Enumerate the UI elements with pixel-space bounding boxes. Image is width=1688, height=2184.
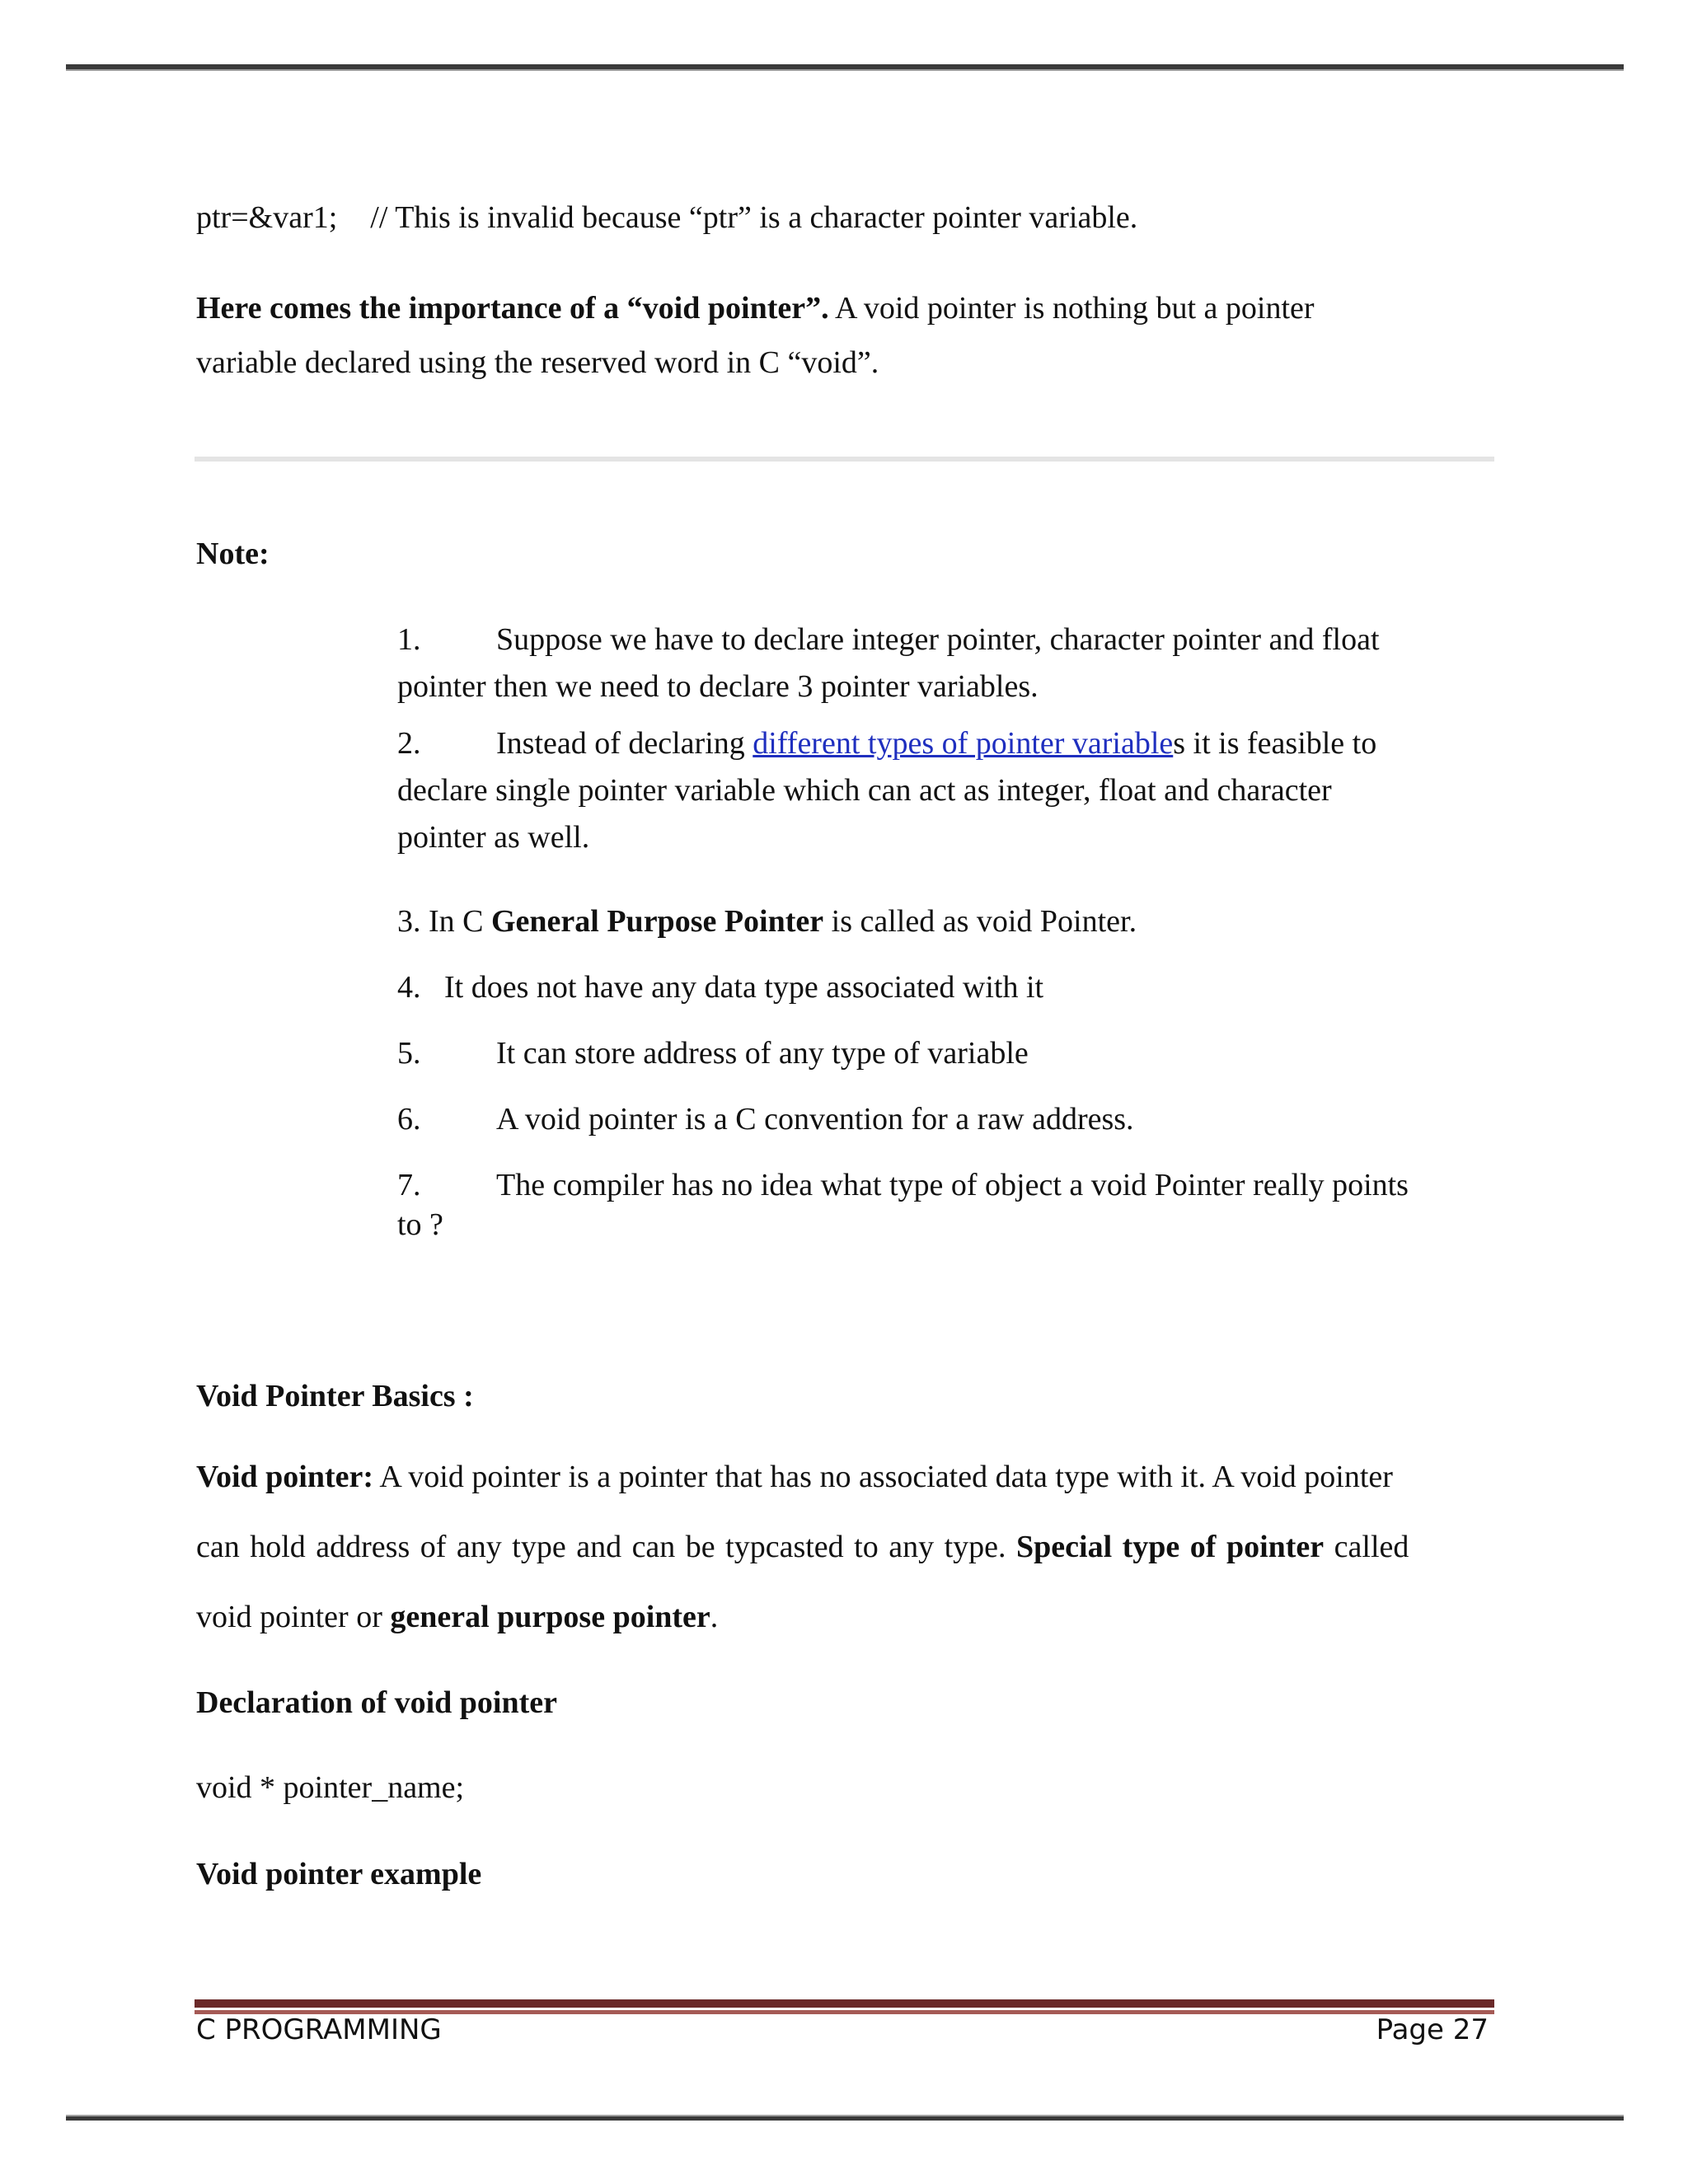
note-item-7-number: 7. bbox=[397, 1168, 421, 1202]
code-statement: ptr=&var1; bbox=[196, 200, 338, 235]
note-item-6-number: 6. bbox=[397, 1102, 421, 1137]
note-item-3 bbox=[397, 903, 1137, 941]
note-item-2-pre: Instead of declaring bbox=[496, 726, 753, 761]
note-item-2-post: s it is feasible to bbox=[1173, 726, 1377, 761]
void-pointer-definition-text2-post: called bbox=[1324, 1530, 1409, 1564]
note-item-1-line1 bbox=[397, 621, 1380, 659]
intro-rest-line1: A void pointer is nothing but a pointer bbox=[828, 291, 1315, 326]
note-item-3-bold: General Purpose Pointer bbox=[491, 904, 824, 939]
void-pointer-definition-label: Void pointer: bbox=[196, 1460, 374, 1494]
note-item-3-pre: 3. In C bbox=[397, 904, 491, 939]
special-type-bold: Special type of pointer bbox=[1016, 1530, 1325, 1564]
note-item-2-line3: pointer as well. bbox=[397, 820, 590, 855]
note-item-6 bbox=[397, 1101, 1134, 1139]
code-line-invalid-assignment bbox=[196, 199, 1137, 237]
section-divider bbox=[195, 457, 1494, 462]
void-pointer-definition-text2: can hold address of any type and can be typcasted to any type. bbox=[196, 1530, 1017, 1564]
note-item-4: 4. It does not have any data type associated with it bbox=[397, 970, 1044, 1005]
note-heading bbox=[196, 536, 270, 574]
note-item-1-line2: pointer then we need to declare 3 pointer variables. bbox=[397, 669, 1039, 704]
note-heading-text: Note: bbox=[196, 537, 270, 571]
note-item-2-number: 2. bbox=[397, 726, 421, 761]
note-item-5-text: It can store address of any type of variable bbox=[496, 1036, 1029, 1071]
intro-paragraph-line1 bbox=[196, 290, 1315, 328]
note-item-2-line1 bbox=[397, 725, 1376, 763]
void-pointer-basics-heading-text: Void Pointer Basics : bbox=[196, 1379, 474, 1413]
void-pointer-definition-text3-post: . bbox=[710, 1600, 719, 1634]
note-item-1-text: Suppose we have to declare integer pointer, character pointer and float bbox=[496, 622, 1380, 657]
void-pointer-definition-line1 bbox=[196, 1459, 1393, 1497]
intro-paragraph-line2: variable declared using the reserved word in C “void”. bbox=[196, 345, 879, 380]
pointer-variables-link[interactable]: different types of pointer variable bbox=[753, 726, 1174, 761]
note-item-3-post: is called as void Pointer. bbox=[823, 904, 1137, 939]
code-comment: // This is invalid because “ptr” is a character pointer variable. bbox=[370, 200, 1138, 235]
note-item-6-text: A void pointer is a C convention for a raw address. bbox=[496, 1102, 1134, 1137]
note-item-2-line2: declare single pointer variable which can act as integer, float and character bbox=[397, 773, 1332, 808]
note-item-5-number: 5. bbox=[397, 1036, 421, 1071]
footer-rule bbox=[195, 1999, 1494, 2010]
example-heading bbox=[196, 1856, 481, 1894]
note-item-1-number: 1. bbox=[397, 622, 421, 657]
footer-page-number: Page 27 bbox=[1376, 2013, 1489, 2046]
declaration-heading-text: Declaration of void pointer bbox=[196, 1685, 558, 1720]
void-pointer-definition-text3: void pointer or bbox=[196, 1600, 391, 1634]
void-pointer-definition-text1: A void pointer is a pointer that has no associated data type with it. A void pointer bbox=[373, 1460, 1393, 1494]
void-pointer-definition-line3 bbox=[196, 1599, 718, 1637]
page-bottom-border bbox=[66, 2115, 1624, 2121]
note-item-7-text: The compiler has no idea what type of object a void Pointer really points bbox=[496, 1168, 1409, 1202]
note-item-7-line1 bbox=[397, 1167, 1409, 1205]
note-item-7-line2: to ? bbox=[397, 1207, 443, 1242]
note-item-5 bbox=[397, 1035, 1029, 1073]
footer-left-title: C PROGRAMMING bbox=[196, 2013, 442, 2046]
declaration-heading bbox=[196, 1685, 557, 1722]
declaration-code: void * pointer_name; bbox=[196, 1770, 465, 1805]
page-top-border bbox=[66, 64, 1624, 71]
example-heading-text: Void pointer example bbox=[196, 1857, 482, 1891]
general-purpose-bold: general purpose pointer bbox=[390, 1600, 710, 1634]
intro-bold-sentence: Here comes the importance of a “void pointer”. bbox=[196, 291, 829, 326]
void-pointer-definition-line2 bbox=[196, 1529, 1409, 1567]
void-pointer-basics-heading bbox=[196, 1378, 474, 1416]
